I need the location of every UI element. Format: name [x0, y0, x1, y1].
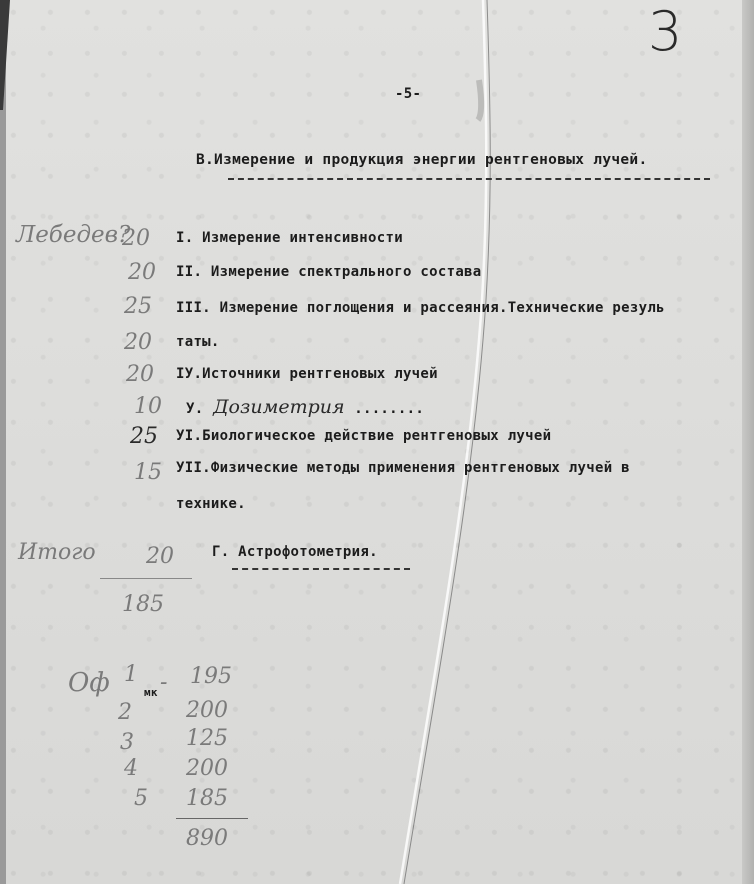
subtotal-value: 185	[122, 592, 164, 617]
tally-total: 890	[186, 826, 228, 851]
hours-value: 20	[126, 362, 154, 387]
handwritten-insert: Дозиметрия	[213, 396, 345, 418]
hours-value: 20	[122, 226, 150, 251]
tally-value: 185	[186, 786, 228, 811]
list-item: УI.Биологическое действие рентгеновых лучей	[176, 428, 552, 444]
list-item: III. Измерение поглощения и рассеяния.Технические резуль	[176, 300, 665, 316]
tally-index: 3	[120, 730, 134, 755]
hours-value: 25	[130, 424, 158, 449]
tally-index: 2	[118, 700, 132, 725]
tally-sum-rule	[176, 818, 248, 819]
list-item: IУ.Источники рентгеновых лучей	[176, 366, 438, 382]
margin-note-itogo: Итого	[18, 540, 96, 565]
tally-index: 5	[134, 786, 148, 811]
heading-underline	[228, 178, 710, 180]
hours-value: 10	[134, 394, 162, 419]
page-edge	[742, 0, 754, 884]
tally-dash: -	[160, 670, 168, 695]
list-item: I. Измерение интенсивности	[176, 230, 403, 246]
tally-value: 125	[186, 726, 228, 751]
tally-label: Оф	[68, 668, 110, 698]
tally-value: 195	[190, 664, 232, 689]
list-item: УII.Физические методы применения рентгеновых лучей в	[176, 460, 630, 476]
section-g-heading: Г. Астрофотометрия.	[212, 544, 378, 560]
list-item: технике.	[176, 496, 246, 512]
hours-value: 15	[134, 460, 162, 485]
tally-index: 1	[124, 662, 138, 687]
list-item: II. Измерение спектрального состава	[176, 264, 482, 280]
typed-page-number: -5-	[395, 86, 422, 102]
tally-value: 200	[186, 756, 228, 781]
list-item: таты.	[176, 334, 220, 350]
section-g-underline	[232, 568, 410, 570]
list-item-number: У.	[186, 401, 204, 417]
tally-unit: мк	[144, 686, 158, 699]
margin-note-lebedev: Лебедев?	[16, 222, 131, 248]
tally-index: 4	[124, 756, 138, 781]
tally-value: 200	[186, 698, 228, 723]
section-heading: В.Измерение и продукция энергии рентгеновых лучей.	[196, 152, 648, 168]
list-item-dots: ........	[354, 401, 425, 417]
hours-value: 20	[124, 330, 152, 355]
hours-value: 25	[124, 294, 152, 319]
corner-page-number: 3	[648, 0, 683, 63]
sum-rule	[100, 578, 192, 579]
hours-value: 20	[128, 260, 156, 285]
list-item	[186, 396, 424, 418]
itogo-value: 20	[146, 544, 174, 569]
